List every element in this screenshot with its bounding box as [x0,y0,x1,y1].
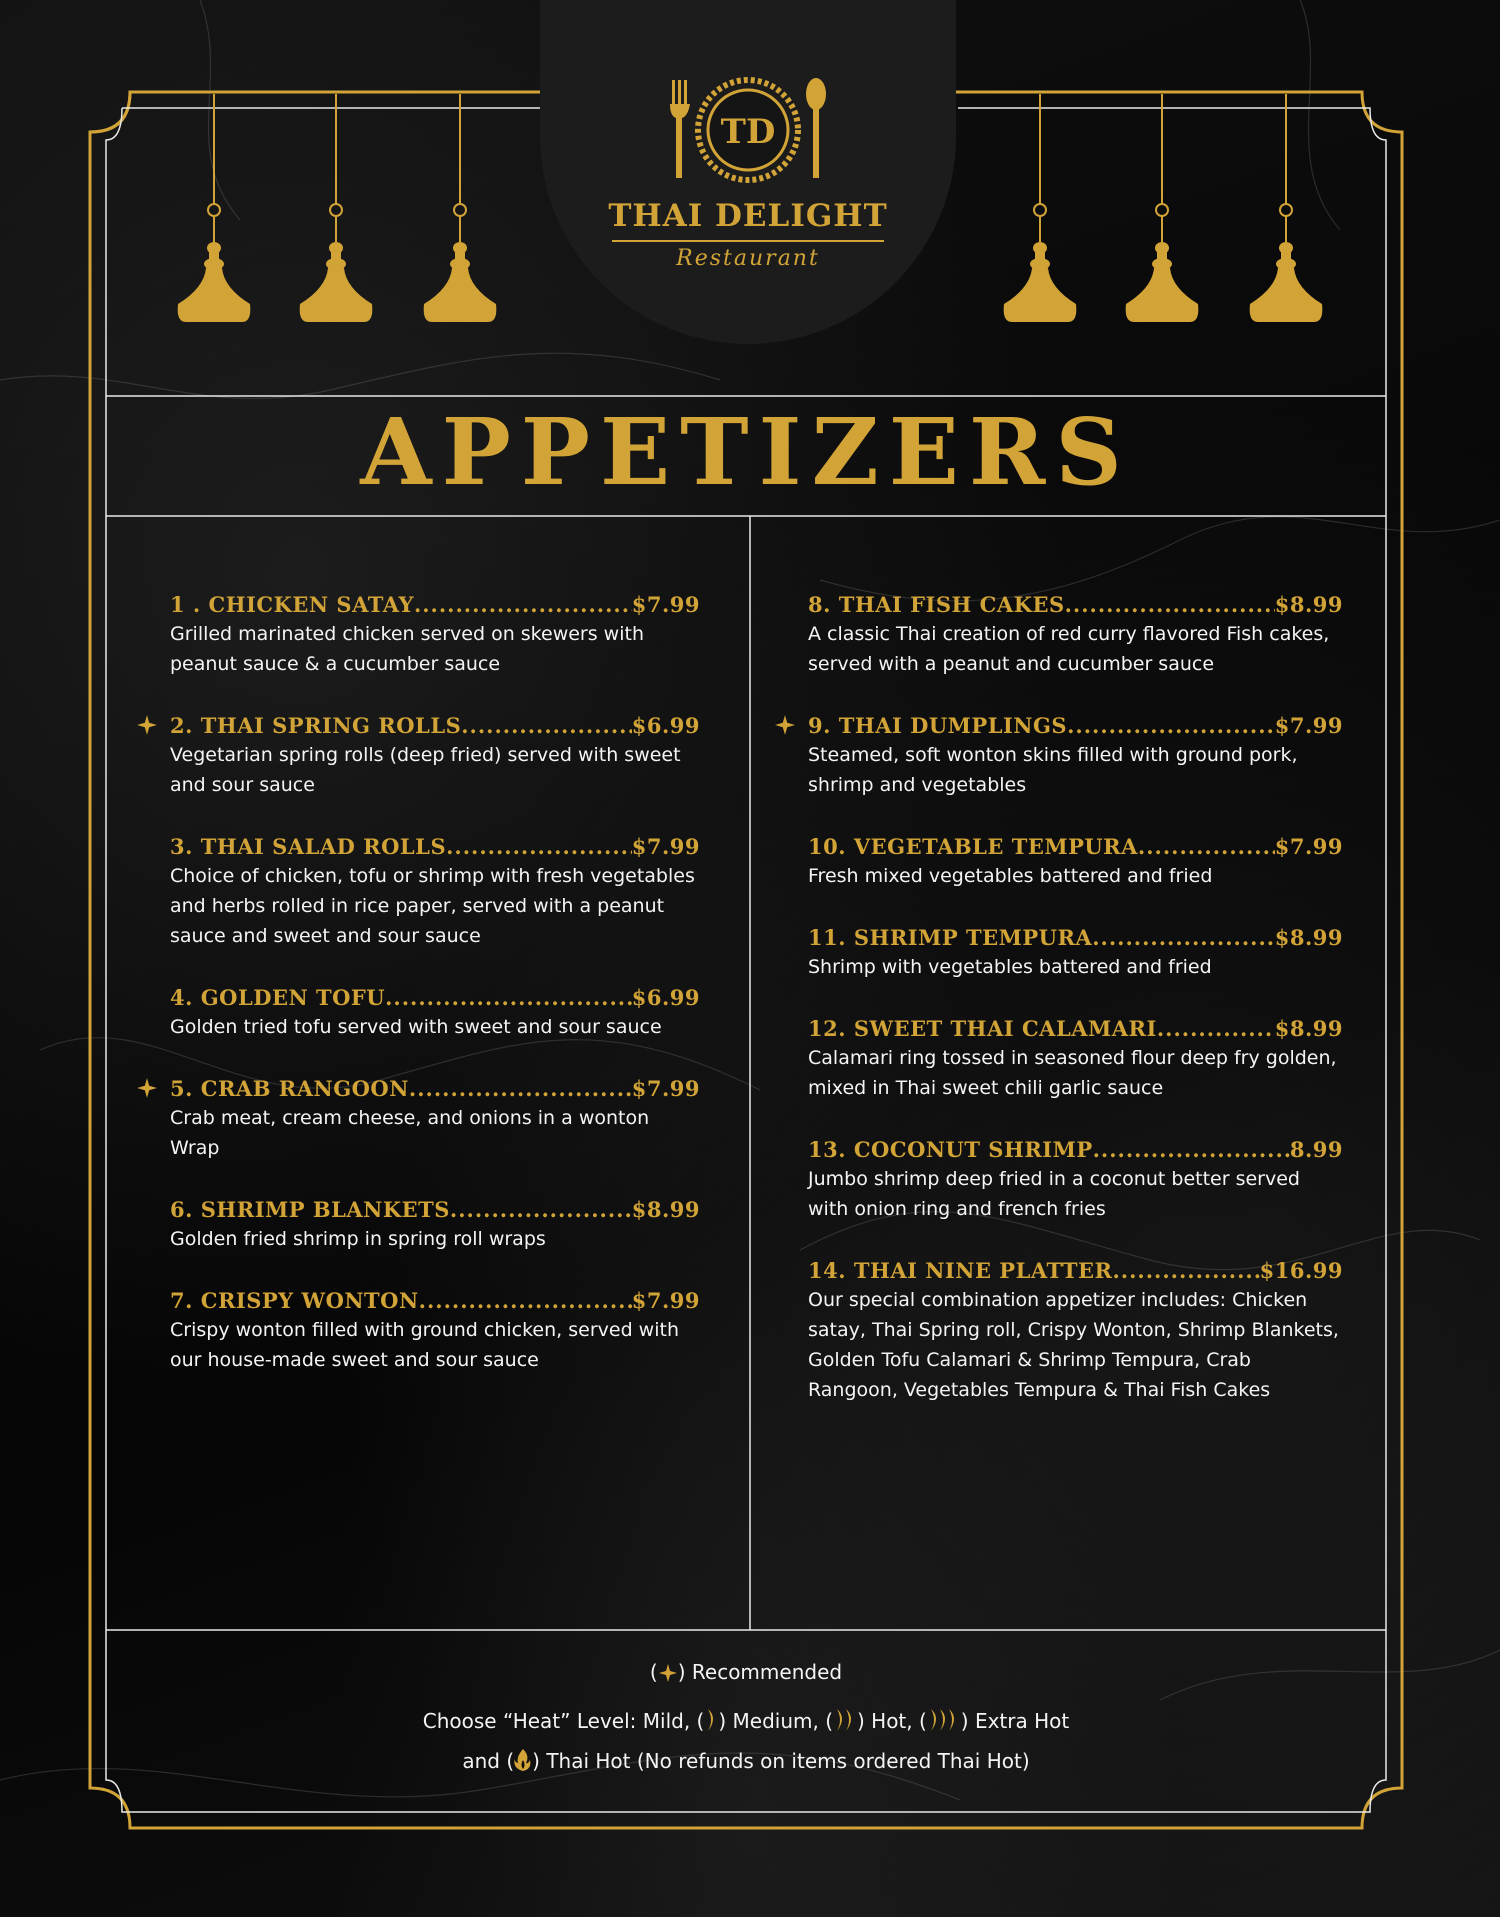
menu-item [808,713,1343,800]
menu-item [808,592,1343,679]
menu-item-name: 7. CRISPY WONTON [170,1288,419,1313]
menu-item-header [808,592,1343,617]
legend-heat-levels: Choose “Heat” Level: Mild, ( ) Medium, ( ) Hot, ( ) Extra Hot [422,1709,1070,1733]
menu-item-price: $7.99 [631,592,700,617]
menu-item-header [808,925,1343,950]
menu-item-header [170,834,700,859]
chili-icon [704,1708,718,1732]
menu-item-price: $8.99 [1274,925,1343,950]
menu-item-name: 11. SHRIMP TEMPURA [808,925,1093,950]
menu-item [170,1076,700,1163]
menu-item [808,1137,1343,1224]
menu-item-name: 3. THAI SALAD ROLLS [170,834,447,859]
menu-item-price: $8.99 [1274,1016,1343,1041]
menu-item-description: Jumbo shrimp deep fried in a coconut better served with onion ring and french fries [808,1168,1300,1220]
menu-item-price: $6.99 [631,985,700,1010]
menu-item-price: $7.99 [1274,713,1343,738]
menu-item [808,925,1343,982]
menu-item-price: $7.99 [631,834,700,859]
dot-leader [1092,925,1275,950]
lamp-icon [1250,94,1323,322]
menu-item-header [808,1137,1343,1162]
menu-item-header [170,985,700,1010]
menu-column-right [808,592,1343,1439]
menu-item-description: Crispy wonton filled with ground chicken, served with our house-made sweet and sour sauce [170,1319,679,1371]
menu-item-name: 14. THAI NINE PLATTER [808,1258,1113,1283]
triple-chili-icon [927,1708,961,1732]
menu-item-price: 8.99 [1289,1137,1343,1162]
menu-item-price: $16.99 [1259,1258,1343,1283]
menu-item-header [808,713,1343,738]
menu-item [808,1258,1343,1405]
menu-item-header [170,1197,700,1222]
sparkle-icon [136,1077,158,1099]
menu-item-description: Golden fried shrimp in spring roll wraps [170,1228,546,1250]
menu-item-description: A classic Thai creation of red curry flavored Fish cakes, served with a peanut and cucumber sauce [808,623,1330,675]
restaurant-subtitle: Restaurant [676,246,820,271]
hanging-lamps [0,0,1500,340]
menu-item-name: 4. GOLDEN TOFU [170,985,386,1010]
menu-item-header [808,1016,1343,1041]
menu-item [808,834,1343,891]
menu-item [170,834,700,951]
menu-item-description: Choice of chicken, tofu or shrimp with fresh vegetables and herbs rolled in rice paper, served with a peanut sauce and sweet and sour sauce [170,865,695,947]
menu-item [170,985,700,1042]
menu-item-header [808,834,1343,859]
dot-leader [1138,834,1275,859]
flame-icon [514,1748,532,1772]
dot-leader [409,1076,632,1101]
menu-item-price: $8.99 [1274,592,1343,617]
menu-item-price: $7.99 [631,1288,700,1313]
dot-leader [1065,592,1275,617]
restaurant-name: THAI DELIGHT [608,198,888,234]
menu-item-description: Shrimp with vegetables battered and fried [808,956,1212,978]
menu-item-name: 1 . CHICKEN SATAY [170,592,414,617]
sparkle-icon [774,714,796,736]
menu-item-description: Fresh mixed vegetables battered and fried [808,865,1213,887]
menu-column-left [170,592,700,1409]
dot-leader [414,592,632,617]
menu-item-name: 5. CRAB RANGOON [170,1076,409,1101]
menu-item-name: 13. COCONUT SHRIMP [808,1137,1093,1162]
menu-item [170,592,700,679]
menu-item-description: Grilled marinated chicken served on skewers with peanut sauce & a cucumber sauce [170,623,644,675]
menu-item-description: Our special combination appetizer includes: Chicken satay, Thai Spring roll, Crispy Wonton, Shrimp Blankets, Golden Tofu Calamari & Shrimp Tempura, Crab Rangoon, Vegetables Tempura & Thai Fish Cakes [808,1289,1339,1401]
menu-item [170,1197,700,1254]
menu-item-description: Steamed, soft wonton skins filled with ground pork, shrimp and vegetables [808,744,1298,796]
sparkle-icon [658,1663,678,1683]
menu-item-header [170,1288,700,1313]
dot-leader [1067,713,1275,738]
double-chili-icon [833,1708,857,1732]
dot-leader [1093,1137,1290,1162]
dot-leader [419,1288,632,1313]
menu-item [170,1288,700,1375]
legend-thai-hot: and ( ) Thai Hot (No refunds on items ordered Thai Hot) [462,1749,1030,1773]
menu-item-price: $8.99 [631,1197,700,1222]
menu-item-name: 9. THAI DUMPLINGS [808,713,1068,738]
menu-item-description: Crab meat, cream cheese, and onions in a wonton Wrap [170,1107,650,1159]
section-title: APPETIZERS [360,398,1132,506]
menu-item-price: $7.99 [1274,834,1343,859]
dot-leader [385,985,632,1010]
lamp-icon [1004,94,1077,322]
menu-item-header [808,1258,1343,1283]
menu-item-name: 2. THAI SPRING ROLLS [170,713,462,738]
menu-item-header [170,1076,700,1101]
menu-item [808,1016,1343,1103]
dot-leader [450,1197,632,1222]
menu-item-name: 12. SWEET THAI CALAMARI [808,1016,1157,1041]
dot-leader [1157,1016,1275,1041]
menu-item-header [170,592,700,617]
dot-leader [1112,1258,1259,1283]
lamp-icon [300,94,373,322]
menu-item-price: $6.99 [631,713,700,738]
menu-item-name: 8. THAI FISH CAKES [808,592,1065,617]
menu-item [170,713,700,800]
svg-text:TD: TD [720,112,776,152]
lamp-icon [424,94,497,322]
menu-item-header [170,713,700,738]
lamp-icon [1126,94,1199,322]
lamp-icon [178,94,251,322]
menu-item-name: 10. VEGETABLE TEMPURA [808,834,1138,859]
dot-leader [461,713,631,738]
menu-item-description: Calamari ring tossed in seasoned flour deep fry golden, mixed in Thai sweet chili garlic sauce [808,1047,1337,1099]
menu-item-description: Vegetarian spring rolls (deep fried) served with sweet and sour sauce [170,744,681,796]
menu-item-description: Golden tried tofu served with sweet and sour sauce [170,1016,662,1038]
menu-item-price: $7.99 [631,1076,700,1101]
dot-leader [446,834,632,859]
sparkle-icon [136,714,158,736]
legend-recommended: ( ) Recommended [649,1660,843,1684]
menu-item-name: 6. SHRIMP BLANKETS [170,1197,450,1222]
